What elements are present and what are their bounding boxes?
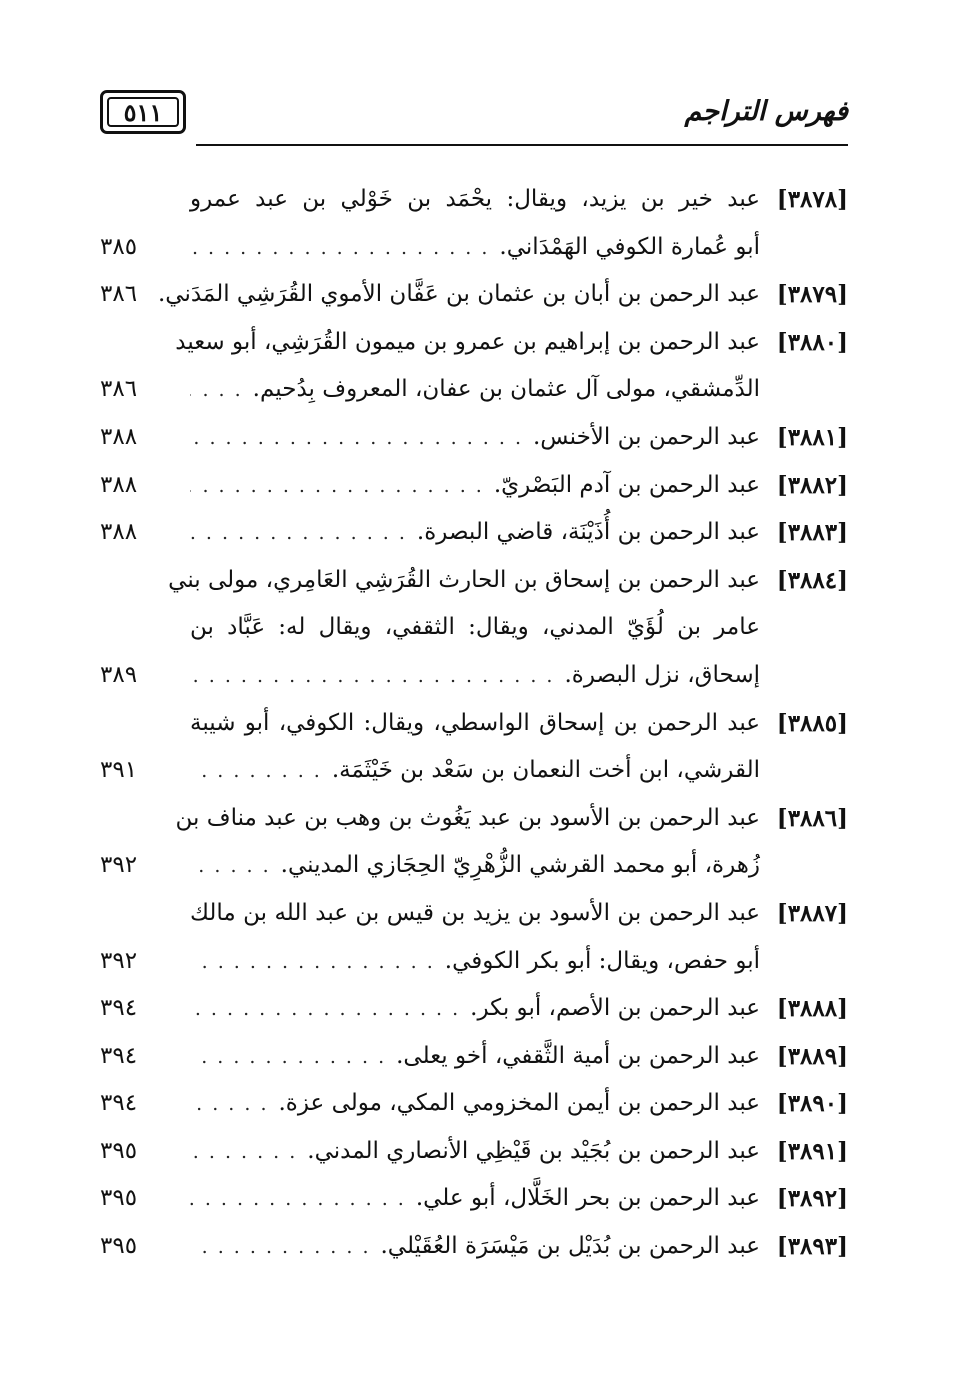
page-reference: ٣٨٨ [100, 471, 138, 498]
entry-number: [٣٨٩١] [776, 1137, 848, 1165]
entry-name: عبد خير بن يزيد، ويقال: يحْمَد بن خَوْلي بن عبد عمرو [190, 186, 760, 212]
index-entry-line [100, 1082, 848, 1130]
entry-name: الدِّمشقي، مولى آل عثمان بن عفان، المعروف بِدُحيم. [252, 376, 760, 403]
entry-name: عبد الرحمن بن أمية الثَّقفي، أخو يعلى. [396, 1042, 760, 1069]
entry-number: [٣٨٨٢] [776, 471, 848, 499]
index-entry-line [100, 606, 848, 654]
entry-text [190, 376, 760, 402]
index-entry-line [100, 892, 848, 940]
entry-name: عبد الرحمن بن الأسود بن عبد يَغُوث بن وهب بن عبد مناف بن [175, 804, 760, 831]
index-entry-line [100, 749, 848, 797]
page-reference: ٣٩٥ [100, 1137, 138, 1164]
dot-leader [190, 1093, 268, 1115]
entry-text [157, 281, 760, 308]
dot-leader [190, 1046, 386, 1068]
index-entry-line [100, 511, 848, 559]
entry-number: [٣٨٨٩] [776, 1042, 848, 1070]
entry-name: عبد الرحمن بن الأخنس. [533, 423, 760, 450]
dot-leader [190, 237, 489, 259]
entry-name: عبد الرحمن بن أُذَيْنَة، قاضي البصرة. [416, 519, 760, 546]
header-divider [196, 144, 848, 146]
entry-number: [٣٨٨٨] [776, 995, 848, 1023]
entry-name: إسحاق، نزل البصرة. [564, 661, 760, 688]
page-number: ٥١١ [123, 97, 163, 127]
index-entry-line [100, 1225, 848, 1273]
biography-index-list [100, 178, 848, 1273]
page-reference: ٣٨٩ [100, 661, 138, 688]
entry-text [190, 519, 760, 545]
page-reference: ٣٨٨ [100, 519, 138, 546]
entry-name: عبد الرحمن بن أيمن المخزومي المكي، مولى عزة. [278, 1090, 760, 1117]
index-entry-line [100, 321, 848, 369]
dot-leader [190, 1141, 297, 1163]
index-entry-line [100, 797, 848, 845]
dot-leader [190, 1236, 370, 1258]
dot-leader [190, 998, 460, 1020]
dot-leader [190, 855, 271, 877]
entry-name: عبد الرحمن بن آدم البَصْريّ. [493, 471, 760, 498]
dot-leader [190, 665, 554, 687]
entry-name: عبد الرحمن بن الأصم، أبو بكر. [470, 995, 760, 1022]
entry-number: [٣٨٨٧] [776, 899, 848, 927]
page-reference: ٣٩٤ [100, 1042, 138, 1069]
page-reference: ٣٨٥ [100, 233, 138, 260]
entry-name: القرشي، ابن أخت النعمان بن سَعْد بن خَيْثَمَة. [331, 757, 760, 784]
dot-leader [190, 1188, 406, 1210]
entry-text [190, 424, 760, 450]
index-entry-line [100, 226, 848, 274]
index-entry-line [100, 702, 848, 750]
index-entry-line [100, 464, 848, 512]
entry-number: [٣٨٨٤] [776, 566, 848, 594]
page-reference: ٣٩١ [100, 757, 138, 784]
page-header [100, 80, 848, 152]
entry-text [190, 472, 760, 498]
entry-name: عبد الرحمن بن أبان بن عثمان بن عَفَّان الأموي القُرَشِي المَدَني. [157, 281, 760, 308]
entry-number: [٣٨٨٦] [776, 804, 848, 832]
index-entry-line [100, 273, 848, 321]
entry-text [190, 662, 760, 688]
entry-name: أبو عُمارة الكوفي الهَمْدَاني. [499, 233, 760, 260]
entry-number: [٣٨٨٠] [776, 328, 848, 356]
entry-number: [٣٨٨٣] [776, 519, 848, 547]
index-entry-line [100, 940, 848, 988]
entry-number: [٣٨٨٥] [776, 709, 848, 737]
page-reference: ٣٩٥ [100, 1185, 138, 1212]
entry-text [190, 1043, 760, 1069]
index-entry-line [100, 654, 848, 702]
entry-name: أبو حفص، ويقال: أبو بكر الكوفي. [444, 947, 760, 974]
entry-text [190, 234, 760, 260]
dot-leader [190, 522, 407, 544]
page-reference: ٣٨٦ [100, 376, 138, 403]
entry-text [190, 852, 760, 878]
index-entry-line [100, 844, 848, 892]
index-entry-line [100, 559, 848, 607]
page-reference: ٣٩٤ [100, 1090, 138, 1117]
entry-number: [٣٨٩٣] [776, 1233, 848, 1261]
dot-leader [190, 951, 435, 973]
dot-leader [190, 475, 484, 497]
dot-leader [190, 379, 243, 401]
page-reference: ٣٩٥ [100, 1233, 138, 1260]
page-reference: ٣٨٨ [100, 423, 138, 450]
entry-name: عامر بن لُؤَيّ المدني، ويقال: الثقفي، ويقال له: عَبَّاد بن [190, 614, 760, 641]
page-reference: ٣٩٢ [100, 947, 138, 974]
entry-text [190, 1185, 760, 1211]
entry-name: عبد الرحمن بن إسحاق الواسطي، ويقال: الكوفي، أبو شيبة [190, 709, 760, 736]
index-entry-line [100, 1177, 848, 1225]
index-entry-line [100, 178, 848, 226]
index-entry-line [100, 1035, 848, 1083]
page-reference: ٣٩٤ [100, 995, 138, 1022]
entry-text [190, 1138, 760, 1164]
entry-name: عبد الرحمن بن الأسود بن يزيد بن قيس بن عبد الله بن مالك [190, 899, 760, 926]
entry-text [190, 1090, 760, 1116]
entry-number: [٣٨٧٨] [776, 186, 848, 213]
entry-name: عبد الرحمن بن إبراهيم بن عمرو بن ميمون القُرَشِي، أبو سعيد [175, 328, 760, 355]
entry-text [190, 995, 760, 1021]
page-title: فهرس التراجم [684, 96, 848, 127]
entry-number: [٣٨٩٢] [776, 1185, 848, 1213]
page-number-frame [100, 90, 186, 134]
entry-name: عبد الرحمن بن بُدَيْل بن مَيْسَرَة العُقَيْلي. [380, 1233, 760, 1260]
index-entry-line [100, 987, 848, 1035]
entry-text [190, 948, 760, 974]
entry-text [190, 1233, 760, 1259]
index-entry-line [100, 416, 848, 464]
index-entry-line [100, 1130, 848, 1178]
entry-number: [٣٨٧٩] [776, 281, 848, 309]
dot-leader [190, 760, 322, 782]
page-reference: ٣٩٢ [100, 852, 138, 879]
entry-name: عبد الرحمن بن بُجَيْد بن قَيْظِي الأنصاري المدني. [307, 1137, 760, 1164]
index-entry-line [100, 368, 848, 416]
page-reference: ٣٨٦ [100, 281, 138, 308]
dot-leader [190, 427, 523, 449]
entry-name: عبد الرحمن بن بحر الخَلَّال، أبو علي. [415, 1185, 760, 1212]
entry-text [190, 757, 760, 783]
entry-number: [٣٨٩٠] [776, 1090, 848, 1118]
entry-number: [٣٨٨١] [776, 423, 848, 451]
entry-name: زُهرة، أبو محمد القرشي الزُّهْرِيّ الحِجَازي المديني. [280, 852, 760, 879]
entry-name: عبد الرحمن بن إسحاق بن الحارث القُرَشِي العَامِري، مولى بني [168, 566, 760, 593]
